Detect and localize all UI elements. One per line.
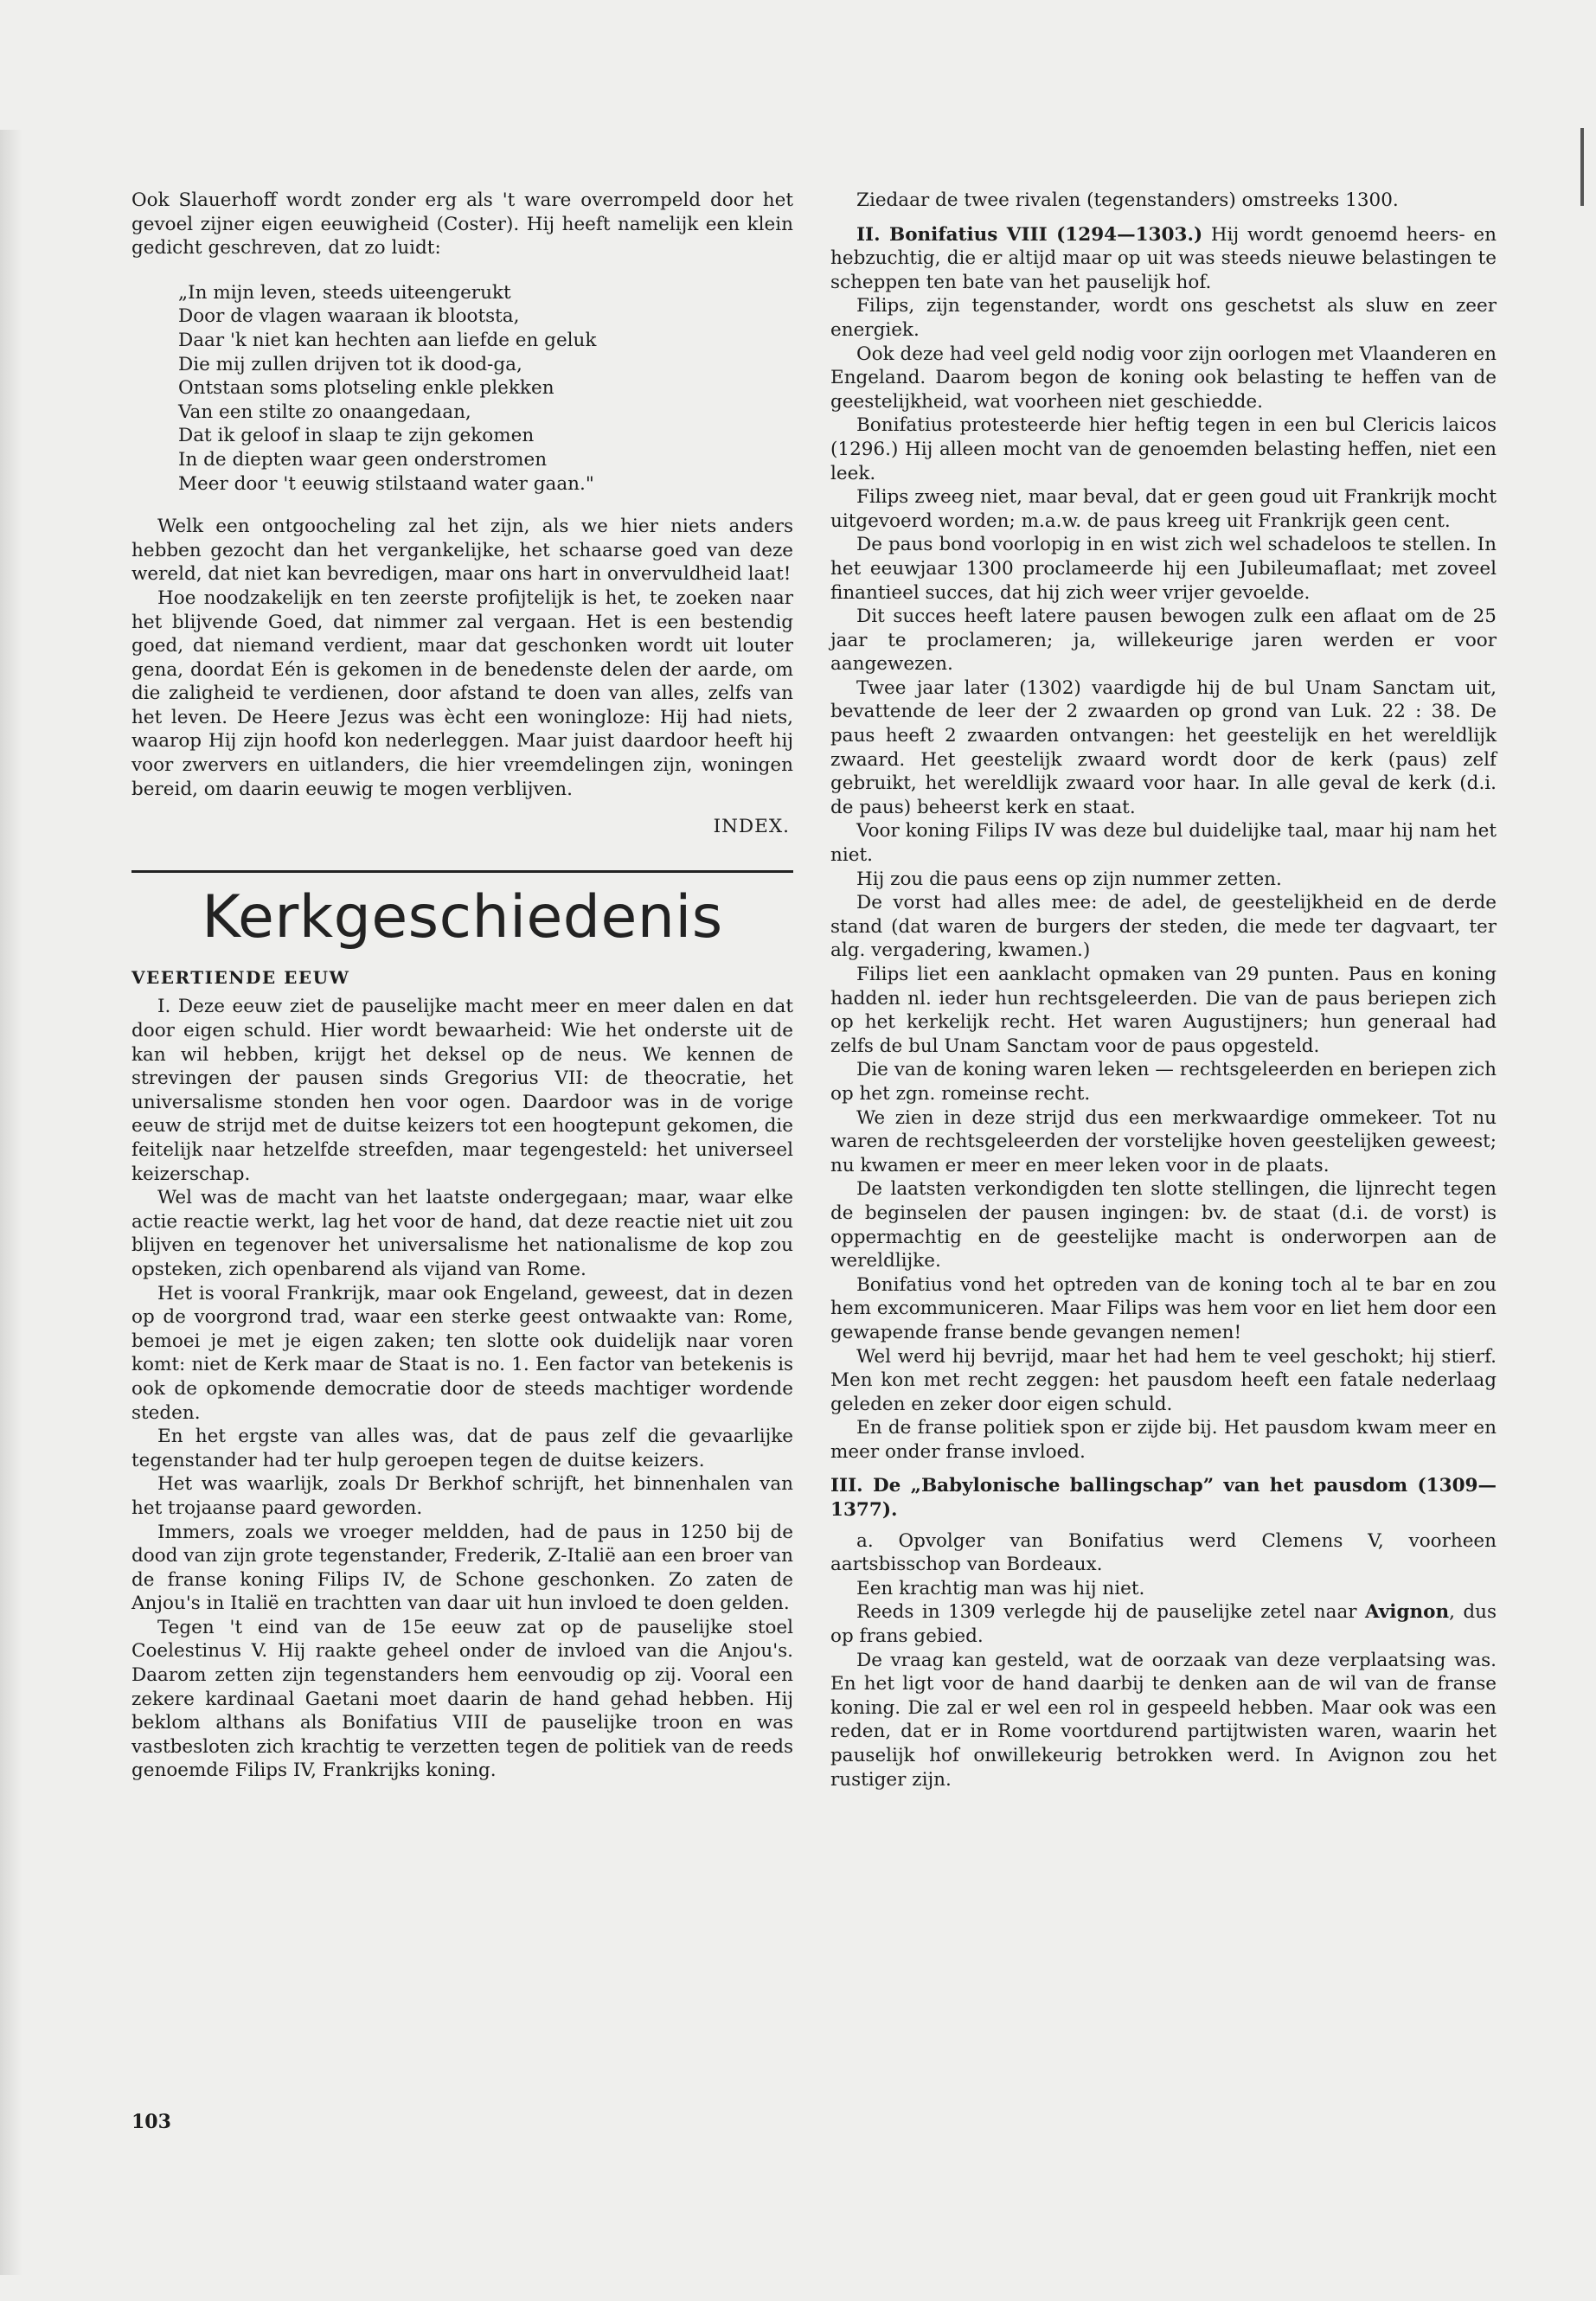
scan-mark-right [1580,128,1584,206]
article-headline: Kerkgeschiedenis [202,882,723,952]
paragraph: Tegen 't eind van de 15e eeuw zat op de pauselijke stoel Coelestinus V. Hij raakte geheel onder de invloed van die Anjou's. Daarom zetten zijn tegenstanders hem eenvoudig op zij. Vooral een zekere kardinaal Gaetani moet daarin de hand gehad hebben. Hij beklom althans als Bonifatius VIII de pauselijke troon en was vastbesloten zich krachtig te verzetten tegen de politiek van de reeds genoemde Filips IV, Frankrijks koning. [131,1616,793,1782]
section-divider [131,870,793,873]
poem [178,281,793,496]
paragraph: Wel werd hij bevrijd, maar het had hem te veel geschokt; hij stierf. Men kon met recht zeggen: het pausdom heeft een fatale nederlaag geleden en zeker door eigen schuld. [830,1345,1497,1415]
paragraph: Filips liet een aanklacht opmaken van 29 punten. Paus en koning hadden nl. ieder hun rechtsgeleerden. Die van de paus beriepen zich op het kerkelijk recht. Het waren Augustijners; hun generaal had zelfs de bul Unam Sanctam voor de paus opgesteld. [830,964,1497,1057]
avignon-pre-text: Reeds in 1309 verlegde hij de pauselijke zetel naar [856,1601,1365,1624]
page-number: 103 [131,2111,171,2133]
poem-line: Daar 'k niet kan hechten aan liefde en geluk [178,329,597,351]
avignon-word: Avignon [1364,1601,1450,1624]
paragraph: I. Deze eeuw ziet de pauselijke macht meer en meer dalen en dat door eigen schuld. Hier wordt bewaarheid: Wie het onderste uit de kan wil hebben, krijgt het deksel op de neus. We kennen de strevingen der pausen sinds Gregorius VII: de theocratie, het universalisme stonden hen voor ogen. Daardoor was in de vorige eeuw de strijd met de duitse keizers tot een hoogtepunt gekomen, die feitelijk naar hetzelfde streefden, maar tegengesteld: het universeel keizerschap. [131,996,793,1185]
paragraph: Een krachtig man was hij niet. [856,1577,1145,1599]
paragraph: Dit succes heeft latere pausen bewogen zulk een aflaat om de 25 jaar te proclameren; ja, willekeurige jaren werden er voor aangewezen. [830,606,1497,676]
paragraph: Het was waarlijk, zoals Dr Berkhof schrijft, het binnenhalen van het trojaanse paard geworden. [131,1473,793,1519]
paragraph: Bonifatius vond het optreden van de koning toch al te bar en zou hem excommuniceren. Maar Filips was hem voor en liet hem door een gewapende franse bende gevangen nemen! [830,1273,1497,1343]
paragraph: De vraag kan gesteld, wat de oorzaak van deze verplaatsing was. En het ligt voor de hand daarbij te denken aan de wil van de franse koning. Die zal er wel een rol in gespeeld hebben. Maar ook was een reden, dat er in Rome voortdurend partijtwisten waren, waarin het pauselijk hof onwillekeurig betrokken werd. In Avignon zou het rustiger zijn. [830,1649,1497,1791]
paragraph: En het ergste van alles was, dat de paus zelf die gevaarlijke tegenstander had ter hulp geroepen tegen de duitse keizers. [131,1426,793,1471]
paragraph: We zien in deze strijd dus een merkwaardige ommekeer. Tot nu waren de rechtsgeleerden der vorstelijke hoven geestelijken geweest; nu kwamen er meer en meer leken voor in de plaats. [830,1106,1497,1176]
scan-shadow-left [0,130,22,2275]
poem-line: „In mijn leven, steeds uiteengerukt [178,281,511,304]
paragraph: Ook deze had veel geld nodig voor zijn oorlogen met Vlaanderen en Engeland. Daarom begon de koning ook belasting te heffen van de geestelijkheid, wat voorheen niet geschiedde. [830,343,1497,413]
poem-line: Door de vlagen waaraan ik blootsta, [178,305,520,328]
paragraph: Bonifatius protesteerde hier heftig tegen in een bul Clericis laicos (1296.) Hij alleen mocht van de genoemden belasting heffen, niet een leek. [830,414,1497,484]
paragraph: De vorst had alles mee: de adel, de geestelijkheid en de derde stand (dat waren de burgers der steden, die mede ter dagvaart, ter alg. vergadering, kwamen.) [830,892,1497,962]
signature: INDEX. [713,816,790,838]
paragraph: Hij zou die paus eens op zijn nummer zetten. [856,868,1282,890]
avignon-post-text: , dus op frans gebied. [830,1601,1497,1648]
poem-line: Ontstaan soms plotseling enkle plekken [178,377,554,400]
section-2-title: II. Bonifatius VIII (1294—1303.) [856,223,1203,246]
paragraph: Hoe noodzakelijk en ten zeerste profijtelijk is het, te zoeken naar het blijvende Goed, dat nimmer zal vergaan. Het is een bestendig goed, dat niemand verdient, maar dat geschonken wordt uit louter gena, doordat Eén is gekomen in de benedenste delen der aarde, om die zaligheid te verdienen, door afstand te doen van alles, zelfs van het leven. De Heere Jezus was ècht een woningloze: Hij had niets, waarop Hij zijn hoofd kon nederleggen. Maar juist daardoor heeft hij voor zwervers en uitlanders, die hier vreemdelingen zijn, woningen bereid, om daarin eeuwig te mogen verblijven. [131,586,793,800]
paragraph: Welk een ontgoocheling zal het zijn, als we hier niets anders hebben gezocht dan het vergankelijke, het schaarse goed van deze wereld, dat niet kan bevredigen, maar ons hart in onvervuldheid laat! [131,516,793,586]
paragraph: Die van de koning waren leken — rechtsgeleerden en beriepen zich op het zgn. romeinse recht. [830,1059,1497,1105]
left-column [131,189,793,1783]
paragraph: Het is vooral Frankrijk, maar ook Engeland, geweest, dat in dezen op de voorgrond trad, waar een sterke geest ontwaakte van: Rome, bemoei je met je eigen zaken; ten slotte ook duidelijk naar voren komt: niet de Kerk maar de Staat is no. 1. Een factor van betekenis is ook de opkomende democratie door de steeds machtiger wordende steden. [131,1282,793,1424]
section-3-title: III. De „Babylonische ballingschap” van het pausdom (1309—1377). [830,1475,1497,1522]
section-2-text: Hij wordt genoemd heers- en hebzuchtig, die er altijd maar op uit was steeds nieuwe belastingen te scheppen ten bate van het pauselijk hof. [830,223,1497,293]
intro-paragraph: Ook Slauerhoff wordt zonder erg als 't ware overrompeld door het gevoel zijner eigen eeuwigheid (Coster). Hij heeft namelijk een klein gedicht geschreven, dat zo luidt: [131,189,793,260]
paragraph: Wel was de macht van het laatste ondergegaan; maar, waar elke actie reactie werkt, lag het voor de hand, dat deze reactie niet uit zou blijven en tegenover het universalisme het nationalisme de kop zou opsteken, zich openbarend als vijand van Rome. [131,1187,793,1280]
paragraph: Voor koning Filips IV was deze bul duidelijke taal, maar hij nam het niet. [830,820,1497,867]
right-column [830,189,1497,1791]
poem-line: Meer door 't eeuwig stilstaand water gaan." [178,472,594,495]
paragraph: Ziedaar de twee rivalen (tegenstanders) omstreeks 1300. [856,189,1399,211]
section-2-paragraph [830,223,1497,295]
poem-line: In de diepten waar geen onderstromen [178,448,548,471]
avignon-paragraph [830,1600,1497,1648]
paragraph: Filips zweeg niet, maar beval, dat er geen goud uit Frankrijk mocht uitgevoerd worden; m.a.w. de paus kreeg uit Frankrijk geen cent. [830,486,1497,532]
paragraph: Twee jaar later (1302) vaardigde hij de bul Unam Sanctam uit, bevattende de leer der 2 zwaarden op grond van Luk. 22 : 38. De paus heeft 2 zwaarden ontvangen: het geestelijk en het wereldlijk zwaard. Het geestelijk zwaard wordt door de kerk (paus) zelf gebruikt, het wereldlijk zwaard voor haar. In alle geval de kerk (d.i. de paus) beheerst kerk en staat. [830,676,1497,818]
poem-line: Van een stilte zo onaangedaan, [178,401,471,423]
subheading: VEERTIENDE EEUW [131,966,350,988]
paragraph: De laatsten verkondigden ten slotte stellingen, die lijnrecht tegen de beginselen der pausen ingingen: bv. de staat (d.i. de vorst) is oppermachtig en de geestelijke macht is onderworpen aan de wereldlijke. [830,1178,1497,1272]
poem-line: Die mij zullen drijven tot ik dood-ga, [178,353,522,375]
paragraph: Filips, zijn tegenstander, wordt ons geschetst als sluw en zeer energiek. [830,295,1497,341]
poem-line: Dat ik geloof in slaap te zijn gekomen [178,425,535,447]
paragraph: De paus bond voorlopig in en wist zich wel schadeloos te stellen. In het eeuwjaar 1300 proclameerde hij een Jubileumaflaat; met zoveel finantieel succes, dat hij zich weer vrijer gevoelde. [830,534,1497,604]
section-3-title-paragraph [830,1474,1497,1522]
paragraph: Immers, zoals we vroeger meldden, had de paus in 1250 bij de dood van zijn grote tegenstander, Frederik, Z-Italië aan een broer van de franse koning Filips IV, de Schone geschonken. Zo zaten de Anjou's in Italië en trachtten van daar uit hun invloed te doen gelden. [131,1521,793,1615]
paragraph: En de franse politiek spon er zijde bij. Het pausdom kwam meer en meer onder franse invloed. [830,1417,1497,1463]
paragraph: a. Opvolger van Bonifatius werd Clemens V, voorheen aartsbisschop van Bordeaux. [830,1529,1497,1576]
